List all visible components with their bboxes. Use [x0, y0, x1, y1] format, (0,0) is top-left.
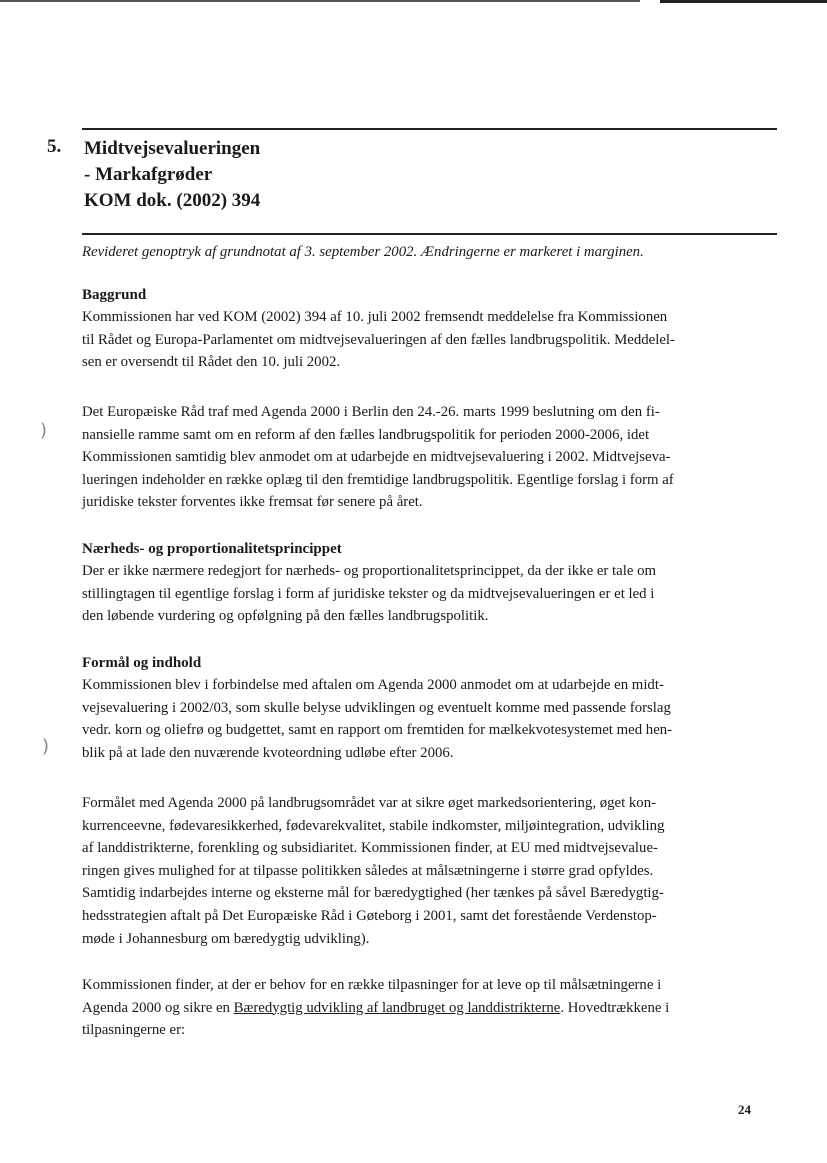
revised-note: Revideret genoptryk af grundnotat af 3. september 2002. Ændringerne er markeret i marginen. [82, 244, 644, 260]
section-number: 5. [47, 136, 62, 157]
text-line: Det Europæiske Råd traf med Agenda 2000 i Berlin den 24.-26. marts 1999 beslutning om den fi- [82, 404, 660, 420]
paragraph [82, 306, 772, 374]
heading-rule-bottom [82, 233, 777, 235]
subheading-formaal: Formål og indhold [82, 655, 202, 671]
section-formaal-p2 [82, 792, 772, 950]
text-line: møde i Johannesburg om bæredygtig udvikling). [82, 930, 370, 947]
text-line: den løbende vurdering og opfølgning på den fælles landbrugspolitik. [82, 608, 489, 625]
underlined-text: Bæredygtig udvikling af landbruget og landdistrikterne [233, 999, 561, 1016]
subheading-baggrund: Baggrund [82, 287, 147, 303]
paragraph [82, 792, 772, 950]
text-line: Kommissionen blev i forbindelse med aftalen om Agenda 2000 anmodet om at udarbejde en midt- [82, 677, 664, 693]
text-line: ringen gives mulighed for at tilpasse politikken således at målsætningerne i større grad opfyldes. [82, 862, 654, 879]
text-line: kurrenceevne, fødevaresikkerhed, fødevarekvalitet, stabile indkomster, miljøintegration, udvikling [82, 817, 665, 834]
subheading-naerhed: Nærheds- og proportionalitetsprincippet [82, 541, 342, 557]
paragraph [82, 974, 772, 1042]
paragraph [82, 674, 772, 764]
text-line: lueringen indeholder en række oplæg til den fremtidige landbrugspolitik. Egentlige forslag i form af [82, 471, 674, 488]
text-line: til Rådet og Europa-Parlamentet om midtvejsevalueringen af den fælles landbrugspolitik. Meddelel- [82, 331, 675, 348]
heading-rule-top [82, 128, 777, 130]
title-line: Midtvejsevalueringen [84, 138, 261, 159]
paragraph [82, 401, 772, 514]
text-line: stillingtagen til egentlige forslag i form af juridiske tekster og da midtvejsevalueringen er et led i [82, 585, 655, 602]
text-line: Kommissionen har ved KOM (2002) 394 af 10. juli 2002 fremsendt meddelelse fra Kommissionen [82, 309, 668, 325]
text-line: af landdistrikterne, forenkling og subsidiaritet. Kommissionen finder, at EU med midtvejsevalue- [82, 840, 658, 857]
section-baggrund [82, 284, 772, 374]
section-formaal [82, 652, 772, 764]
scan-top-rule-right [660, 0, 827, 3]
text-line: Formålet med Agenda 2000 på landbrugsområdet var at sikre øget markedsorientering, øget kon- [82, 795, 657, 811]
margin-change-mark: ) [40, 420, 48, 441]
title-line: KOM dok. (2002) 394 [84, 190, 261, 211]
text-line: Kommissionen samtidig blev anmodet om at udarbejde en midtvejsevaluering i 2002. Midtvejseva- [82, 449, 671, 466]
text-line: Der er ikke nærmere redegjort for nærheds- og proportionalitetsprincippet, da der ikke er tale om [82, 563, 657, 579]
text-line: nansielle ramme samt om en reform af den fælles landbrugspolitik for perioden 2000-2006, idet [82, 426, 650, 443]
section-title [84, 136, 260, 214]
margin-change-mark: ) [42, 736, 50, 757]
section-formaal-p3 [82, 974, 772, 1042]
text-line: hedsstrategien aftalt på Det Europæiske Råd i Gøteborg i 2001, samt det forestående Verdenstop- [82, 907, 657, 924]
text-line: blik på at lade den nuværende kvoteordning udløbe efter 2006. [82, 744, 454, 761]
text-line: vejsevaluering i 2002/03, som skulle belyse udviklingen og eventuelt komme med passende forslag [82, 699, 671, 716]
text-line: tilpasningerne er: [82, 1022, 186, 1039]
page-number: 24 [738, 1102, 751, 1117]
text-segment: . Hovedtrækkene i [560, 999, 670, 1016]
section-naerhed [82, 538, 772, 628]
scan-top-rule [0, 0, 640, 2]
title-line: - Markafgrøder [84, 164, 213, 185]
paragraph [82, 560, 772, 628]
text-line: juridiske tekster forventes ikke fremsat før senere på året. [82, 494, 423, 511]
text-line: Samtidig indarbejdes interne og eksterne mål for bæredygtighed (her tænkes på såvel Bæredygtig- [82, 885, 664, 902]
section-baggrund-p2 [82, 401, 772, 514]
text-line-with-underline [82, 997, 772, 1020]
text-line: vedr. korn og oliefrø og budgettet, samt en rapport om fremtiden for mælkekvotesystemet med hen- [82, 722, 673, 739]
text-line: sen er oversendt til Rådet den 10. juli 2002. [82, 354, 341, 371]
text-segment: Agenda 2000 og sikre en [82, 999, 234, 1016]
text-line: Kommissionen finder, at der er behov for en række tilpasninger for at leve op til målsætningerne i [82, 977, 662, 993]
